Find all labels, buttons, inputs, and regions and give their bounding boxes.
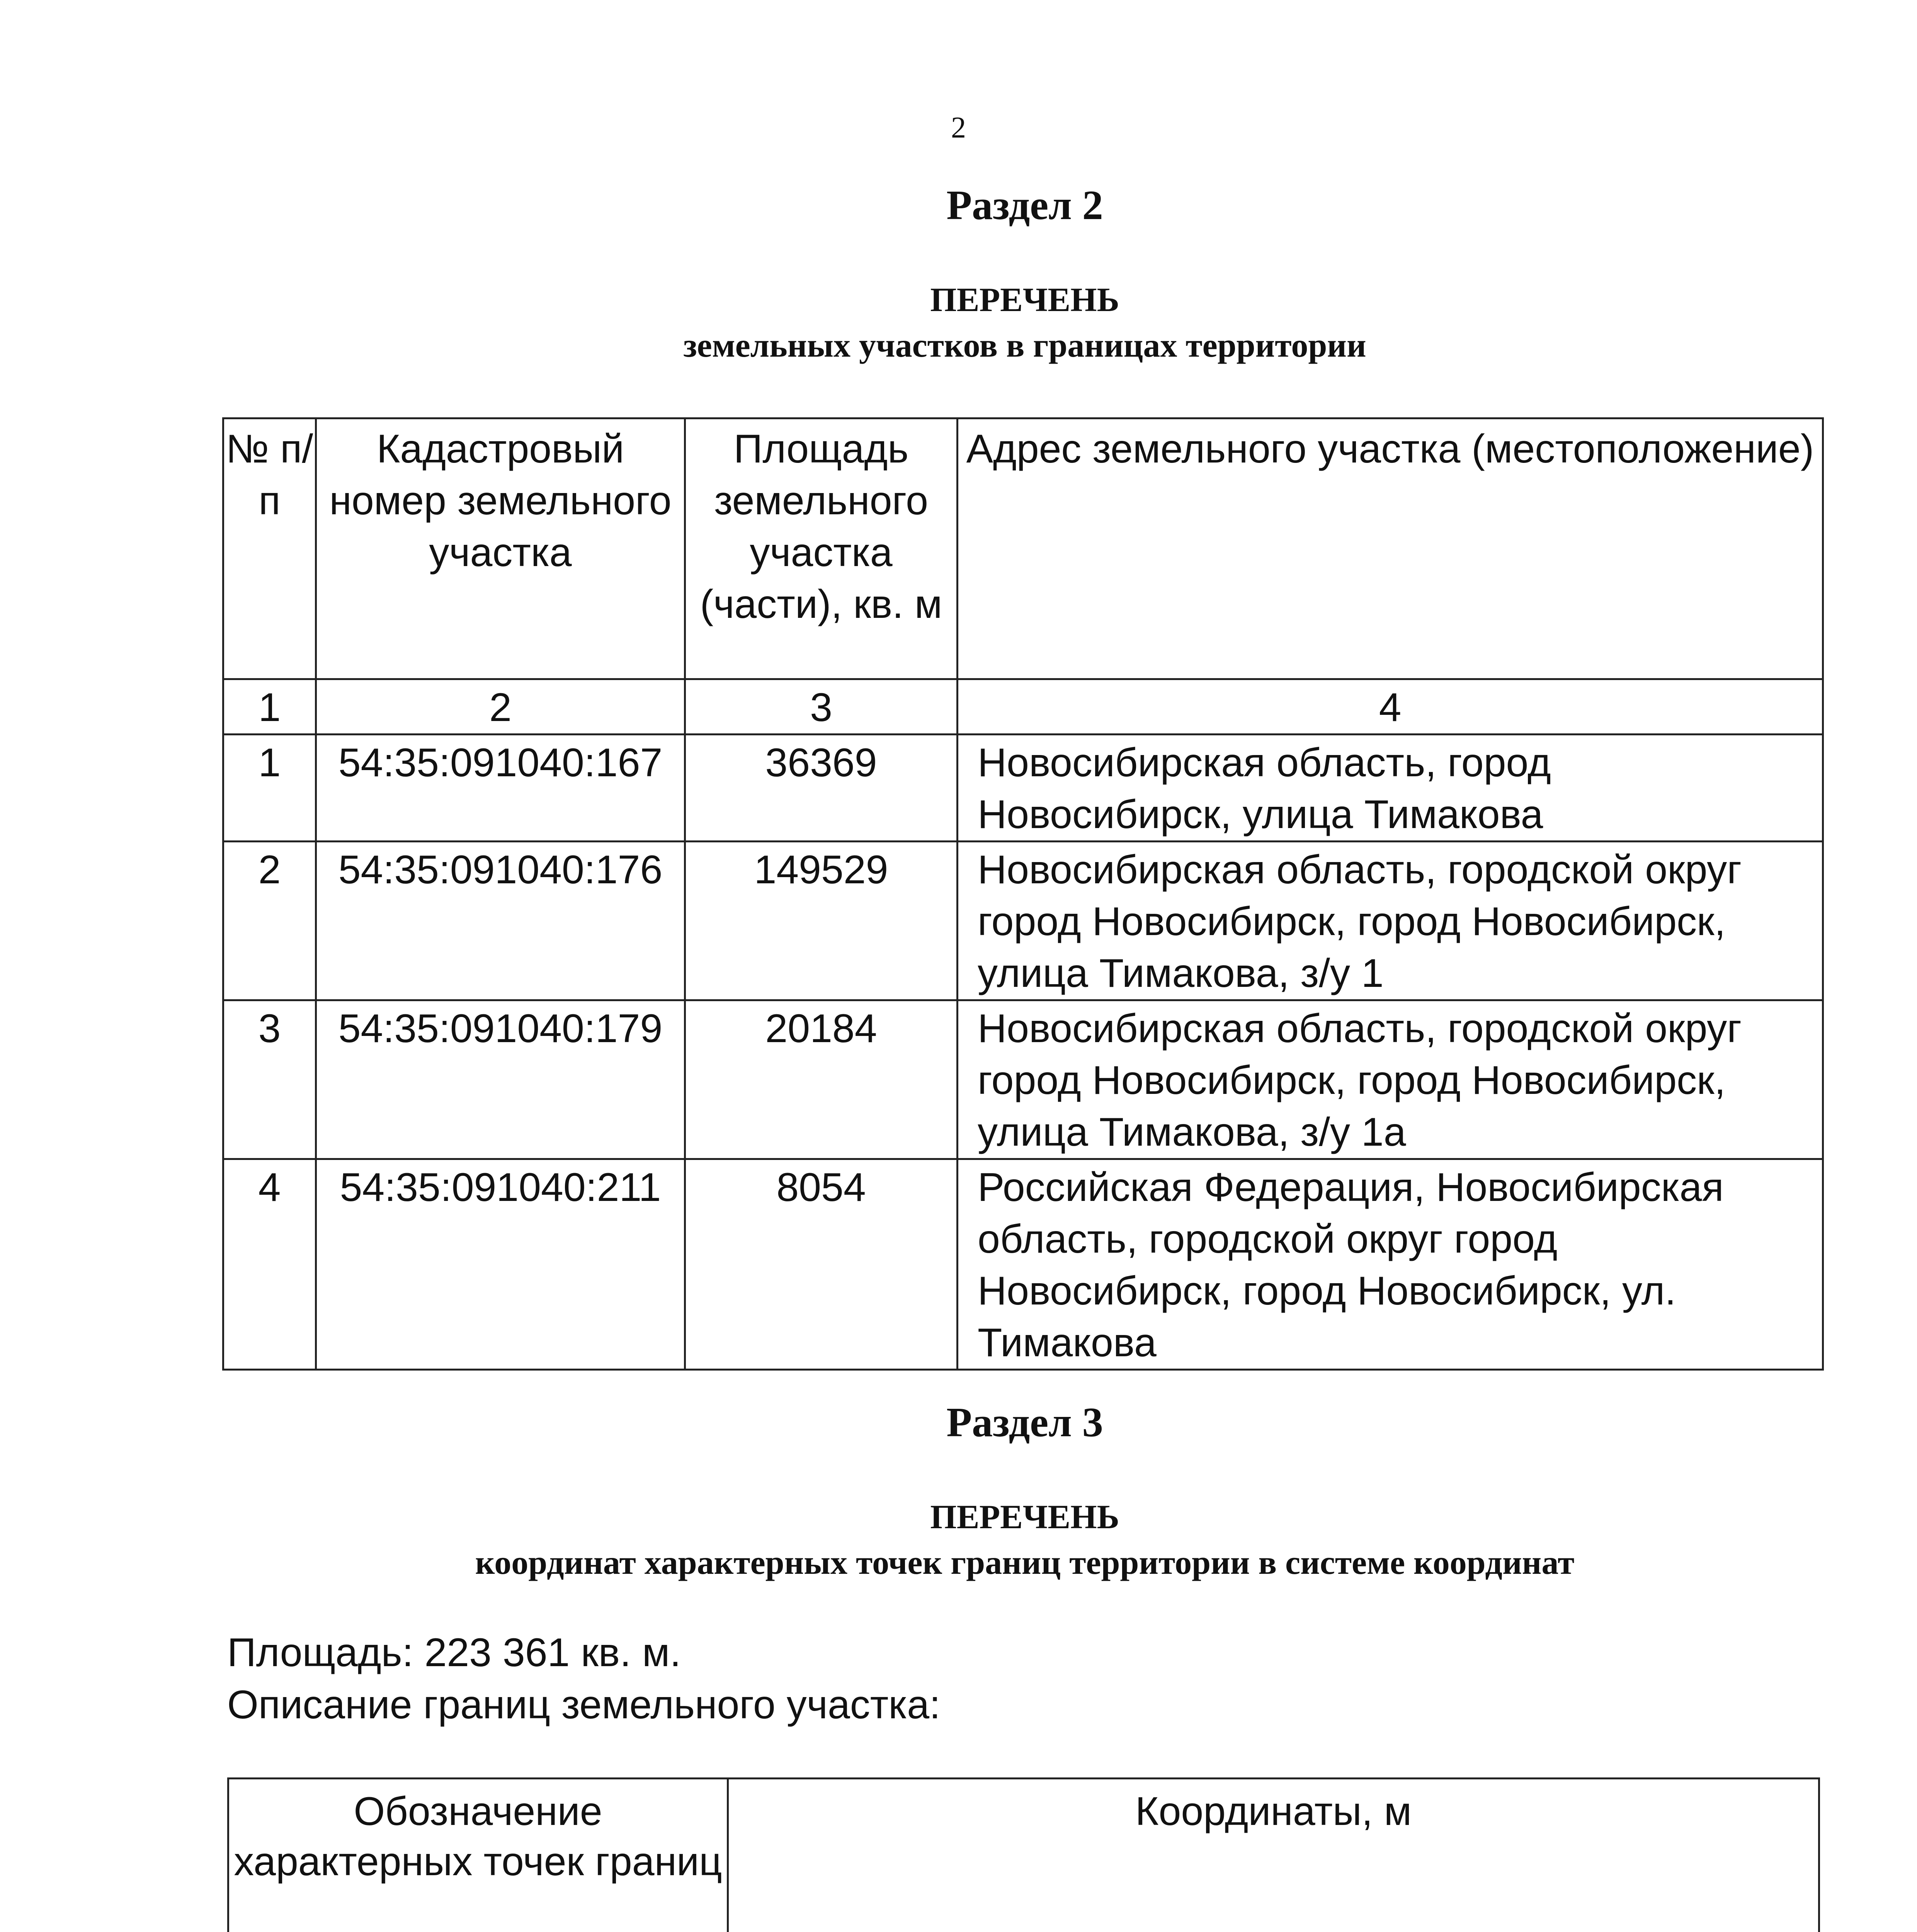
cadastral-number: 54:35:091040:176 — [316, 842, 685, 1000]
cadastral-number: 54:35:091040:211 — [316, 1159, 685, 1370]
column-number: 2 — [316, 679, 685, 735]
section-2-title: Раздел 2 — [946, 182, 1103, 228]
parcel-address: Новосибирская область, город Новосибирск, улица Тимакова — [958, 735, 1823, 842]
section-3-heading — [0, 1495, 1917, 1586]
section-2-heading-label: ПЕРЕЧЕНЬ — [930, 281, 1119, 319]
table-row — [223, 735, 1823, 842]
section-3-title: Раздел 3 — [946, 1400, 1103, 1446]
table-row — [223, 842, 1823, 1000]
cadastral-number: 54:35:091040:167 — [316, 735, 685, 842]
parcel-area: 149529 — [685, 842, 958, 1000]
cadastral-number: 54:35:091040:179 — [316, 1000, 685, 1159]
area-text: Площадь: 223 361 кв. м. — [227, 1630, 681, 1675]
section-2-heading — [0, 277, 1917, 369]
parcel-address: Новосибирская область, городской округ город Новосибирск, город Новосибирск, улица Тимакова, з/у 1а — [958, 1000, 1823, 1159]
land-parcels-table — [222, 417, 1824, 1371]
page-number: 2 — [951, 111, 966, 144]
section-3-heading-label: ПЕРЕЧЕНЬ — [930, 1498, 1119, 1536]
table-header-row — [223, 418, 1823, 679]
parcel-area: 8054 — [685, 1159, 958, 1370]
header-address: Адрес земельного участка (местоположение) — [958, 418, 1823, 679]
boundary-description-text: Описание границ земельного участка: — [227, 1682, 941, 1727]
parcel-address: Новосибирская область, городской округ город Новосибирск, город Новосибирск, улица Тимакова, з/у 1 — [958, 842, 1823, 1000]
header-point-designation: Обозначение характерных точек границ — [228, 1779, 728, 1932]
header-number: № п/п — [223, 418, 316, 679]
table-row — [223, 1000, 1823, 1159]
column-numbers-row — [223, 679, 1823, 735]
section-2-subheading: земельных участков в границах территории — [683, 327, 1366, 364]
column-number: 1 — [223, 679, 316, 735]
boundary-coordinates-table — [227, 1777, 1820, 1932]
parcel-area: 36369 — [685, 735, 958, 842]
column-number: 3 — [685, 679, 958, 735]
row-number: 2 — [223, 842, 316, 1000]
column-number: 4 — [958, 679, 1823, 735]
parcel-address: Российская Федерация, Новосибирская область, городской округ город Новосибирск, город Новосибирск, ул. Тимакова — [958, 1159, 1823, 1370]
header-coordinates: Координаты, м — [728, 1779, 1819, 1932]
row-number: 4 — [223, 1159, 316, 1370]
parcel-area: 20184 — [685, 1000, 958, 1159]
section-3-subheading: координат характерных точек границ территории в системе координат — [475, 1544, 1575, 1582]
header-cadastral-number: Кадастровый номер земельного участка — [316, 418, 685, 679]
coords-header-row — [228, 1779, 1819, 1932]
row-number: 3 — [223, 1000, 316, 1159]
row-number: 1 — [223, 735, 316, 842]
header-area: Площадь земельного участка (части), кв. м — [685, 418, 958, 679]
table-row — [223, 1159, 1823, 1370]
